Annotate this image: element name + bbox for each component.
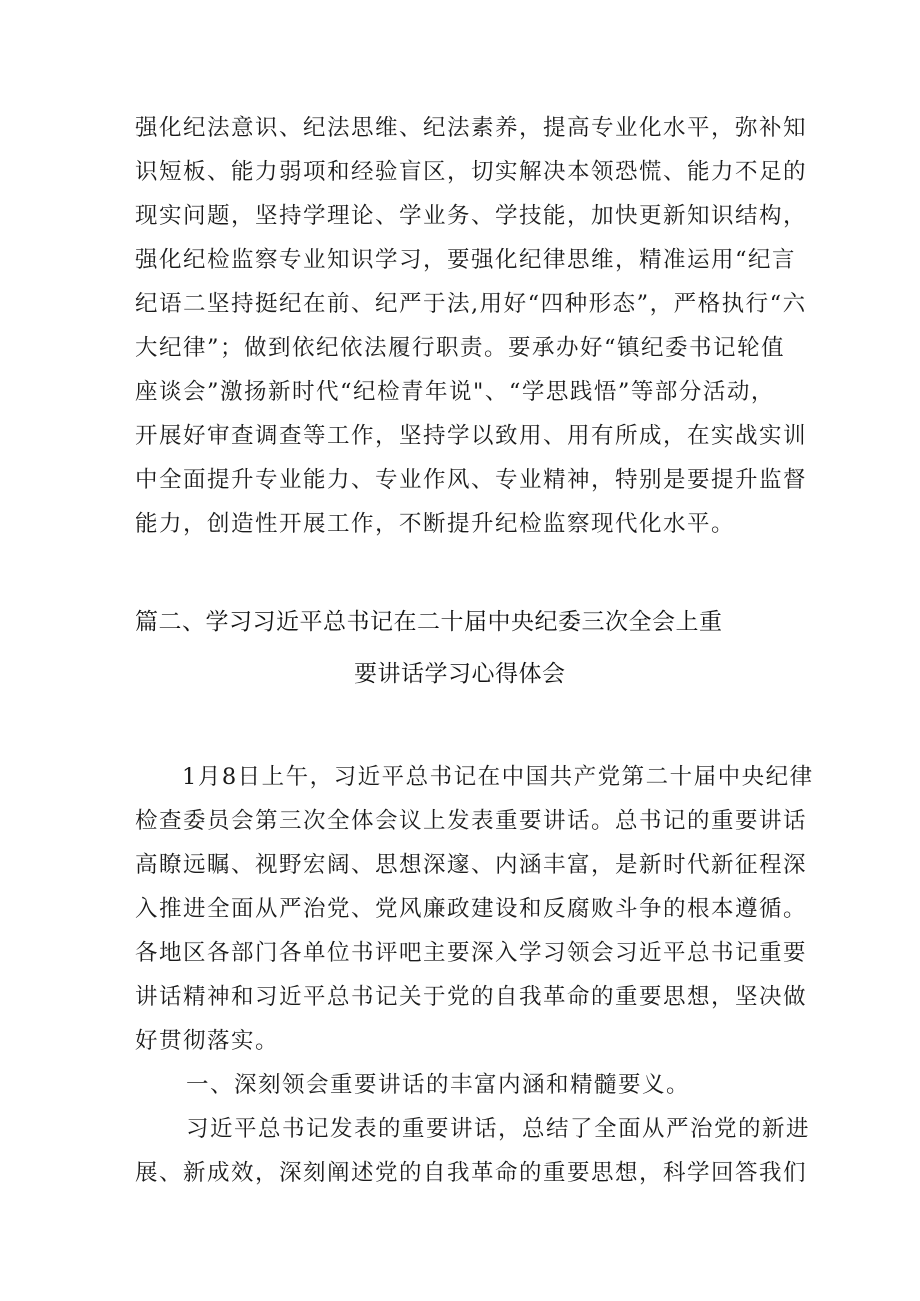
text-line: 展、新成效，深刻阐述党的自我革命的重要思想，科学回答我们 [135, 1160, 808, 1186]
text-line: 现实问题，坚持学理论、学业务、学技能，加快更新知识结构， [135, 203, 808, 229]
section2-subheading: 一、深刻领会重要讲话的丰富内涵和精髓要义。 [186, 1072, 691, 1098]
text-line: 大纪律”；做到依纪依法履行职责。要承办好“镇纪委书记轮值 [135, 335, 786, 361]
text-line: 好贯彻落实。 [135, 1028, 280, 1054]
text-line: 1月8日上午，习近平总书记在中国共产党第二十届中央纪律 [182, 764, 814, 790]
text-line: 高瞭远瞩、视野宏阔、思想深邃、内涵丰富，是新时代新征程深 [135, 852, 808, 878]
text-line: 讲话精神和习近平总书记关于党的自我革命的重要思想，坚决做 [135, 984, 808, 1010]
text-line: 强化纪检监察专业知识学习，要强化纪律思维，精准运用“纪言 [135, 247, 797, 273]
text-line: 强化纪法意识、纪法思维、纪法素养，提高专业化水平，弥补知 [135, 115, 808, 141]
text-line: 纪语二坚持挺纪在前、纪严于法,用好“四种形态”，严格执行“六 [135, 291, 807, 317]
section2-title-line2: 要讲话学习心得体会 [354, 661, 566, 687]
text-line: 能力，创造性开展工作，不断提升纪检监察现代化水平。 [135, 511, 736, 537]
text-line: 各地区各部门各单位书评吧主要深入学习领会习近平总书记重要 [135, 940, 808, 966]
text-line: 入推进全面从严治党、党风廉政建设和反腐败斗争的根本遵循。 [135, 896, 808, 922]
text-line: 开展好审查调查等工作，坚持学以致用、用有所成，在实战实训 [135, 423, 808, 449]
text-line: 检查委员会第三次全体会议上发表重要讲话。总书记的重要讲话 [135, 808, 808, 834]
text-line: 中全面提升专业能力、专业作风、专业精神，特别是要提升监督 [135, 467, 808, 493]
text-line: 识短板、能力弱项和经验盲区，切实解决本领恐慌、能力不足的 [135, 159, 808, 185]
text-line: 座谈会”激扬新时代“纪检青年说"、“学思践悟”等部分活动， [135, 379, 775, 405]
section2-title-line1: 篇二、学习习近平总书记在二十届中央纪委三次全会上重 [135, 609, 723, 635]
text-line: 习近平总书记发表的重要讲话，总结了全面从严治党的新进 [186, 1116, 811, 1142]
